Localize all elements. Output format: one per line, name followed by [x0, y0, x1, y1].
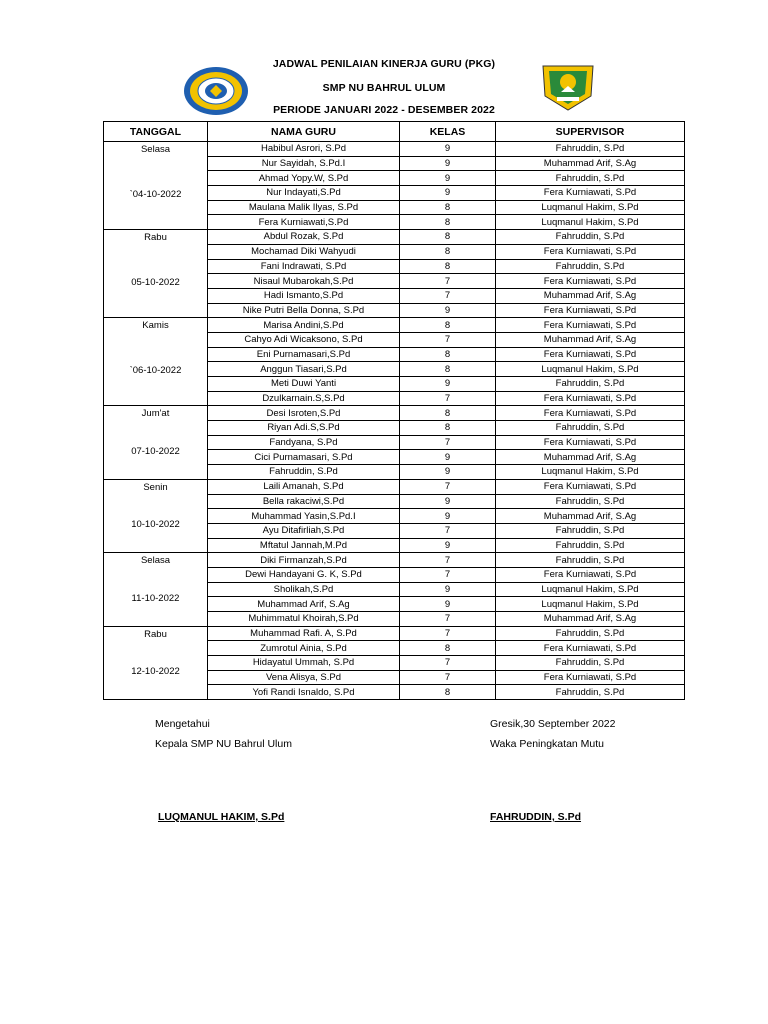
class-level: 9 [400, 377, 496, 392]
supervisor-name: Fera Kurniawati, S.Pd [496, 435, 685, 450]
supervisor-name: Fera Kurniawati, S.Pd [496, 479, 685, 494]
supervisor-name: Fera Kurniawati, S.Pd [496, 274, 685, 289]
class-level: 7 [400, 523, 496, 538]
supervisor-name: Muhammad Arif, S.Ag [496, 450, 685, 465]
teacher-name: Nur Indayati,S.Pd [208, 186, 400, 201]
teacher-name: Bella rakaciwi,S.Pd [208, 494, 400, 509]
teacher-name: Maulana Malik Ilyas, S.Pd [208, 200, 400, 215]
day-name: Rabu [144, 232, 167, 244]
table-row [104, 406, 685, 421]
teacher-name: Diki Firmanzah,S.Pd [208, 553, 400, 568]
day-name: Jum'at [141, 408, 170, 420]
table-row [104, 553, 685, 568]
sig-left-name: LUQMANUL HAKIM, S.Pd [158, 811, 285, 823]
schedule-table [103, 121, 685, 700]
teacher-name: Muhimmatul Khoirah,S.Pd [208, 612, 400, 627]
day-date: `06-10-2022 [129, 365, 182, 377]
teacher-name: Fera Kurniawati,S.Pd [208, 215, 400, 230]
teacher-name: Vena Alisya, S.Pd [208, 670, 400, 685]
day-date: 05-10-2022 [131, 276, 180, 288]
teacher-name: Eni Purnamasari,S.Pd [208, 347, 400, 362]
teacher-name: Muhammad Arif, S.Ag [208, 597, 400, 612]
class-level: 8 [400, 347, 496, 362]
teacher-name: Muhammad Yasin,S.Pd.I [208, 509, 400, 524]
day-date: `04-10-2022 [129, 188, 182, 200]
supervisor-name: Luqmanul Hakim, S.Pd [496, 362, 685, 377]
class-level: 8 [400, 421, 496, 436]
teacher-name: Desi Isroten,S.Pd [208, 406, 400, 421]
sig-right-line1: Gresik,30 September 2022 [490, 718, 616, 730]
day-date: 10-10-2022 [131, 519, 180, 531]
class-level: 7 [400, 391, 496, 406]
teacher-name: Anggun Tiasari,S.Pd [208, 362, 400, 377]
class-level: 7 [400, 626, 496, 641]
supervisor-name: Muhammad Arif, S.Ag [496, 612, 685, 627]
table-row [104, 318, 685, 333]
teacher-name: Marisa Andini,S.Pd [208, 318, 400, 333]
class-level: 8 [400, 215, 496, 230]
supervisor-name: Fera Kurniawati, S.Pd [496, 670, 685, 685]
class-level: 7 [400, 274, 496, 289]
supervisor-name: Fahruddin, S.Pd [496, 494, 685, 509]
teacher-name: Nike Putri Bella Donna, S.Pd [208, 303, 400, 318]
class-level: 7 [400, 553, 496, 568]
day-name: Selasa [140, 144, 171, 155]
class-level: 7 [400, 567, 496, 582]
date-cell [104, 479, 208, 552]
class-level: 7 [400, 656, 496, 671]
class-level: 7 [400, 479, 496, 494]
class-level: 9 [400, 142, 496, 157]
table-header-row [104, 122, 685, 142]
class-level: 8 [400, 362, 496, 377]
class-level: 8 [400, 685, 496, 700]
day-date: 12-10-2022 [131, 666, 180, 678]
teacher-name: Fandyana, S.Pd [208, 435, 400, 450]
teacher-name: Habibul Asrori, S.Pd [208, 142, 400, 157]
class-level: 9 [400, 156, 496, 171]
supervisor-name: Fera Kurniawati, S.Pd [496, 347, 685, 362]
table-row [104, 230, 685, 245]
supervisor-name: Fahruddin, S.Pd [496, 171, 685, 186]
class-level: 7 [400, 435, 496, 450]
class-level: 9 [400, 494, 496, 509]
supervisor-name: Muhammad Arif, S.Ag [496, 509, 685, 524]
sig-right-line2: Waka Peningkatan Mutu [490, 738, 605, 750]
teacher-name: Fani Indrawati, S.Pd [208, 259, 400, 274]
class-level: 8 [400, 244, 496, 259]
class-level: 9 [400, 538, 496, 553]
table-row [104, 626, 685, 641]
class-level: 8 [400, 200, 496, 215]
teacher-name: Cahyo Adi Wicaksono, S.Pd [208, 332, 400, 347]
class-level: 9 [400, 509, 496, 524]
teacher-name: Riyan Adi.S,S.Pd [208, 421, 400, 436]
class-level: 8 [400, 230, 496, 245]
teacher-name: Zumrotul Ainia, S.Pd [208, 641, 400, 656]
class-level: 9 [400, 597, 496, 612]
header-tanggal: TANGGAL [104, 122, 208, 142]
teacher-name: Mochamad Diki Wahyudi [208, 244, 400, 259]
class-level: 8 [400, 406, 496, 421]
sig-left-line1: Mengetahui [155, 718, 210, 730]
teacher-name: Ahmad Yopy.W, S.Pd [208, 171, 400, 186]
teacher-name: Fahruddin, S.Pd [208, 465, 400, 480]
class-level: 8 [400, 318, 496, 333]
class-level: 8 [400, 259, 496, 274]
class-level: 7 [400, 612, 496, 627]
supervisor-name: Fahruddin, S.Pd [496, 538, 685, 553]
day-date: 11-10-2022 [131, 592, 180, 604]
day-name: Rabu [144, 628, 167, 640]
supervisor-name: Fera Kurniawati, S.Pd [496, 391, 685, 406]
supervisor-name: Fahruddin, S.Pd [496, 656, 685, 671]
teacher-name: Abdul Rozak, S.Pd [208, 230, 400, 245]
date-cell [104, 230, 208, 318]
table-row [104, 142, 685, 157]
teacher-name: Dewi Handayani G. K, S.Pd [208, 567, 400, 582]
class-level: 9 [400, 171, 496, 186]
supervisor-name: Fahruddin, S.Pd [496, 142, 685, 157]
supervisor-name: Fahruddin, S.Pd [496, 230, 685, 245]
class-level: 7 [400, 288, 496, 303]
supervisor-name: Fera Kurniawati, S.Pd [496, 641, 685, 656]
day-name: Kamis [142, 320, 169, 332]
class-level: 9 [400, 186, 496, 201]
supervisor-name: Luqmanul Hakim, S.Pd [496, 200, 685, 215]
sig-left-line2: Kepala SMP NU Bahrul Ulum [155, 738, 292, 750]
supervisor-name: Luqmanul Hakim, S.Pd [496, 215, 685, 230]
day-name: Selasa [140, 555, 171, 567]
supervisor-name: Luqmanul Hakim, S.Pd [496, 597, 685, 612]
date-cell [104, 626, 208, 699]
day-name: Senin [143, 481, 168, 493]
period-line: PERIODE JANUARI 2022 - DESEMBER 2022 [273, 104, 495, 116]
teacher-name: Nisaul Mubarokah,S.Pd [208, 274, 400, 289]
supervisor-name: Fera Kurniawati, S.Pd [496, 567, 685, 582]
doc-title: JADWAL PENILAIAN KINERJA GURU (PKG) [272, 58, 496, 70]
supervisor-name: Fahruddin, S.Pd [496, 523, 685, 538]
class-level: 9 [400, 303, 496, 318]
class-level: 7 [400, 332, 496, 347]
teacher-name: Hidayatul Ummah, S.Pd [208, 656, 400, 671]
teacher-name: Cici Purnamasari, S.Pd [208, 450, 400, 465]
supervisor-name: Fera Kurniawati, S.Pd [496, 406, 685, 421]
supervisor-name: Fera Kurniawati, S.Pd [496, 186, 685, 201]
schedule-body [104, 142, 685, 700]
date-cell [104, 142, 208, 230]
teacher-name: Nur Sayidah, S.Pd.I [208, 156, 400, 171]
teacher-name: Dzulkarnain.S,S.Pd [208, 391, 400, 406]
teacher-name: Meti Duwi Yanti [208, 377, 400, 392]
class-level: 9 [400, 582, 496, 597]
date-cell [104, 318, 208, 406]
header-supervisor: SUPERVISOR [496, 122, 685, 142]
teacher-name: Ayu Ditafirliah,S.Pd [208, 523, 400, 538]
teacher-name: Hadi Ismanto,S.Pd [208, 288, 400, 303]
header-kelas: KELAS [400, 122, 496, 142]
supervisor-name: Luqmanul Hakim, S.Pd [496, 465, 685, 480]
supervisor-name: Muhammad Arif, S.Ag [496, 156, 685, 171]
supervisor-name: Fera Kurniawati, S.Pd [496, 318, 685, 333]
date-cell [104, 553, 208, 626]
sig-right-name: FAHRUDDIN, S.Pd [490, 811, 582, 823]
supervisor-name: Fera Kurniawati, S.Pd [496, 303, 685, 318]
supervisor-name: Fahruddin, S.Pd [496, 553, 685, 568]
date-cell [104, 406, 208, 479]
class-level: 9 [400, 465, 496, 480]
header-nama-guru: NAMA GURU [208, 122, 400, 142]
teacher-name: Yofi Randi Isnaldo, S.Pd [208, 685, 400, 700]
teacher-name: Laili Amanah, S.Pd [208, 479, 400, 494]
class-level: 8 [400, 641, 496, 656]
school-name: SMP NU BAHRUL ULUM [322, 82, 446, 94]
class-level: 9 [400, 450, 496, 465]
supervisor-name: Fahruddin, S.Pd [496, 626, 685, 641]
supervisor-name: Fahruddin, S.Pd [496, 685, 685, 700]
supervisor-name: Muhammad Arif, S.Ag [496, 332, 685, 347]
day-date: 07-10-2022 [131, 445, 180, 457]
supervisor-name: Luqmanul Hakim, S.Pd [496, 582, 685, 597]
teacher-name: Mftatul Jannah,M.Pd [208, 538, 400, 553]
teacher-name: Muhammad Rafi. A, S.Pd [208, 626, 400, 641]
supervisor-name: Fahruddin, S.Pd [496, 259, 685, 274]
supervisor-name: Fahruddin, S.Pd [496, 421, 685, 436]
class-level: 7 [400, 670, 496, 685]
supervisor-name: Fahruddin, S.Pd [496, 377, 685, 392]
table-row [104, 479, 685, 494]
supervisor-name: Muhammad Arif, S.Ag [496, 288, 685, 303]
supervisor-name: Fera Kurniawati, S.Pd [496, 244, 685, 259]
teacher-name: Sholikah,S.Pd [208, 582, 400, 597]
